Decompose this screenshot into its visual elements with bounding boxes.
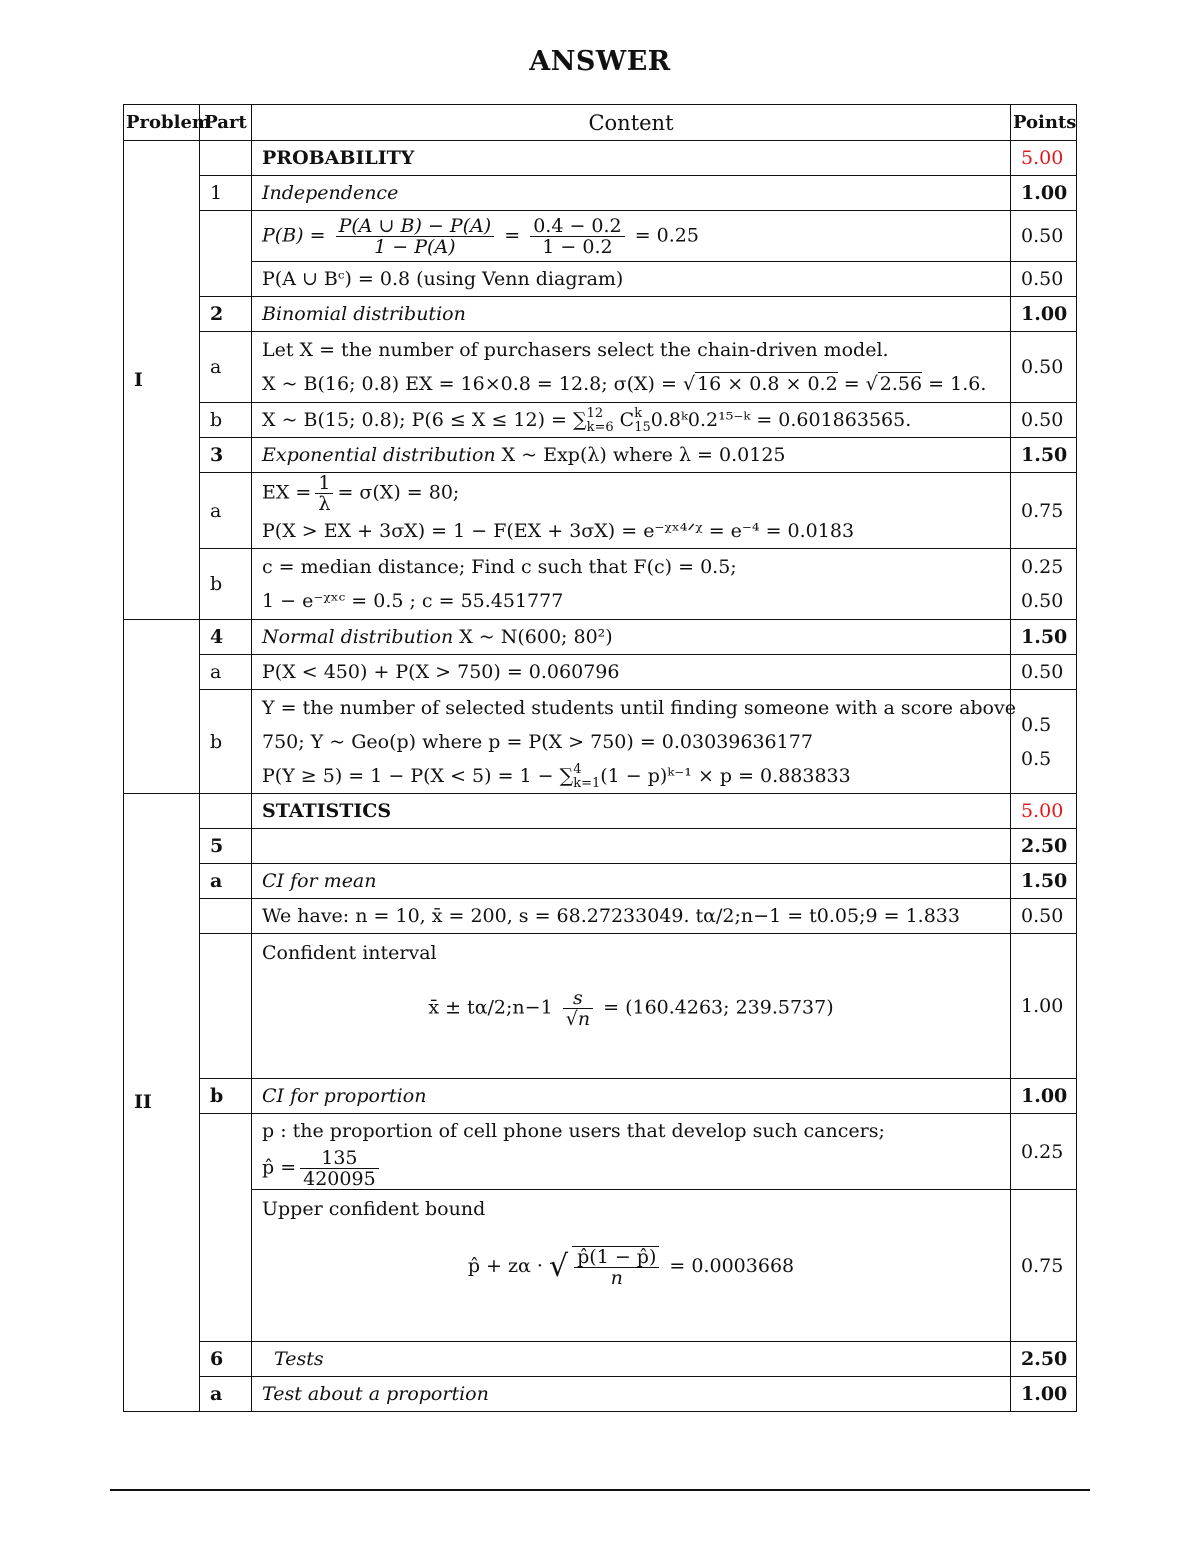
part-cell: b — [200, 403, 252, 438]
topic-title: Test about a proportion — [252, 1377, 1011, 1412]
points-value: 0.25 — [1021, 556, 1064, 578]
points-cell: 1.50 — [1011, 864, 1077, 899]
section-points: 5.00 — [1011, 794, 1077, 829]
part-cell: a — [200, 864, 252, 899]
formula-text: X ~ Exp(λ) where λ = 0.0125 — [495, 444, 786, 466]
sum-upper: 4 — [573, 761, 582, 777]
formula-line — [262, 473, 1000, 514]
formula-line — [262, 367, 1000, 401]
fraction-num: 0.4 − 0.2 — [530, 216, 624, 237]
topic-title — [252, 620, 1011, 655]
section-title: STATISTICS — [252, 794, 1011, 829]
fraction — [300, 1148, 379, 1189]
formula-text: = √ — [837, 373, 878, 395]
part-cell — [200, 1114, 252, 1342]
table-row — [124, 549, 1077, 620]
points-cell: 1.00 — [1011, 934, 1077, 1079]
part-cell: 1 — [200, 176, 252, 211]
sum-limits — [587, 407, 614, 435]
part-cell — [200, 794, 252, 829]
formula-text: EX = — [262, 481, 312, 504]
part-cell: 4 — [200, 620, 252, 655]
fraction-den: λ — [318, 493, 331, 515]
table-row — [124, 1342, 1077, 1377]
points-cell: 0.50 — [1011, 211, 1077, 262]
topic-title: CI for proportion — [252, 1079, 1011, 1114]
part-cell: 5 — [200, 829, 252, 864]
formula-cell — [252, 473, 1011, 549]
table-row — [124, 297, 1077, 332]
points-cell: 2.50 — [1011, 1342, 1077, 1377]
fraction-den: 1 − P(A) — [374, 235, 456, 258]
part-cell — [200, 934, 252, 1079]
table-row — [124, 655, 1077, 690]
table-row — [124, 332, 1077, 403]
header-problem: Problem — [124, 105, 200, 141]
comb-upper: k — [634, 406, 643, 421]
table-row — [124, 934, 1077, 1079]
formula-text: = 0.0003668 — [669, 1255, 795, 1277]
points-cell — [1011, 549, 1077, 620]
formula-text: = (160.4263; 239.5737) — [603, 996, 834, 1019]
points-cell: 1.00 — [1011, 1377, 1077, 1412]
formula-text: p̂ + zα · — [467, 1255, 543, 1277]
section-points: 5.00 — [1011, 141, 1077, 176]
footer-rule — [110, 1489, 1090, 1491]
part-cell: 2 — [200, 297, 252, 332]
formula-line: Let X = the number of purchasers select the chain-driven model. — [262, 339, 889, 361]
table-row — [124, 403, 1077, 438]
fraction — [336, 216, 495, 257]
formula-line: Y = the number of selected students until finding someone with a score above — [262, 696, 1016, 719]
fraction-den: n — [610, 1267, 623, 1289]
sum-limits — [573, 763, 600, 791]
sqrt-body: 2.56 — [879, 373, 923, 395]
part-cell — [200, 141, 252, 176]
fraction-num: s — [563, 988, 593, 1009]
fraction-den: 1 − 0.2 — [542, 235, 613, 258]
formula-cell — [252, 1114, 1011, 1190]
formula-text: (1 − p)ᵏ⁻¹ × p = 0.883833 — [600, 764, 851, 787]
table-row — [124, 1114, 1077, 1190]
formula-text: = 1.6. — [922, 373, 987, 395]
formula-text: p̂ = — [262, 1156, 297, 1179]
formula-text: 0.8ᵏ0.2¹⁵⁻ᵏ = 0.601863565. — [650, 409, 912, 431]
fraction-num: 135 — [300, 1148, 379, 1169]
formula-cell: We have: n = 10, x̄ = 200, s = 68.27233049. tα/2;n−1 = t0.05;9 = 1.833 — [252, 899, 1011, 934]
formula-text: P(Y ≥ 5) = 1 − P(X < 5) = 1 − ∑ — [262, 764, 574, 787]
part-cell: b — [200, 690, 252, 794]
table-row — [124, 829, 1077, 864]
formula-line: P(X > EX + 3σX) = 1 − F(EX + 3σX) = e⁻ᵡˣ⁴ᐟᵡ = e⁻⁴ = 0.0183 — [262, 520, 855, 542]
topic-title: Tests — [252, 1342, 1011, 1377]
problem-label: II — [124, 794, 200, 1412]
formula-line: 750; Y ~ Geo(p) where p = P(X > 750) = 0.03039636177 — [262, 730, 813, 753]
header-part: Part — [200, 105, 252, 141]
formula-cell: P(X < 450) + P(X > 750) = 0.060796 — [252, 655, 1011, 690]
table-row — [124, 1190, 1077, 1342]
formula-text: = — [504, 224, 521, 246]
display-formula — [262, 988, 1000, 1029]
comb-lower: 15 — [634, 420, 651, 435]
part-cell — [200, 211, 252, 297]
table-row — [124, 438, 1077, 473]
formula-cell — [252, 332, 1011, 403]
page-title: ANSWER — [529, 46, 671, 77]
part-cell — [200, 899, 252, 934]
formula-text: X ~ B(15; 0.8); P(6 ≤ X ≤ 12) = ∑ — [262, 409, 587, 431]
display-formula — [262, 1246, 1000, 1288]
header-points: Points — [1011, 105, 1077, 141]
formula-line — [262, 759, 1000, 793]
points-cell: 1.00 — [1011, 297, 1077, 332]
part-cell: a — [200, 473, 252, 549]
table-row — [124, 620, 1077, 655]
formula-cell — [252, 403, 1011, 438]
points-value: 0.5 — [1021, 747, 1052, 770]
part-cell: b — [200, 1079, 252, 1114]
points-cell: 0.50 — [1011, 332, 1077, 403]
formula-line: Upper confident bound — [262, 1198, 486, 1220]
formula-text: = 0.25 — [634, 224, 699, 246]
table-row — [124, 1079, 1077, 1114]
part-cell: b — [200, 549, 252, 620]
fraction — [530, 216, 624, 257]
formula-line: Confident interval — [262, 942, 437, 964]
topic-name: Exponential distribution — [262, 444, 496, 466]
table-header-row — [124, 105, 1077, 141]
table-row — [124, 690, 1077, 794]
points-cell: 0.75 — [1011, 473, 1077, 549]
points-cell: 0.75 — [1011, 1190, 1077, 1342]
points-cell: 1.00 — [1011, 176, 1077, 211]
points-cell: 0.50 — [1011, 262, 1077, 297]
points-cell: 0.50 — [1011, 899, 1077, 934]
formula-text: X ~ N(600; 80²) — [453, 626, 613, 648]
table-row — [124, 176, 1077, 211]
points-cell: 0.50 — [1011, 655, 1077, 690]
fraction-num: p̂(1 − p̂) — [574, 1247, 659, 1268]
table-row — [124, 211, 1077, 262]
fraction-den: √n — [565, 1008, 591, 1030]
formula-text: = σ(X) = 80; — [337, 481, 460, 504]
part-cell: a — [200, 332, 252, 403]
table-row — [124, 794, 1077, 829]
table-row — [124, 1377, 1077, 1412]
problem-label — [124, 620, 200, 794]
table-row — [124, 864, 1077, 899]
topic-title: Binomial distribution — [252, 297, 1011, 332]
formula-text: X ~ B(16; 0.8) EX = 16×0.8 = 12.8; σ(X) = √ — [262, 373, 696, 395]
points-cell: 0.25 — [1011, 1114, 1077, 1190]
comb-limits — [634, 407, 651, 435]
formula-line: 1 − e⁻ᵡˣᶜ = 0.5 ; c = 55.451777 — [262, 590, 564, 612]
formula-text: P(B) = — [262, 224, 326, 246]
topic-title — [252, 438, 1011, 473]
fraction — [315, 473, 333, 514]
points-value: 0.5 — [1021, 713, 1052, 736]
points-cell: 1.00 — [1011, 1079, 1077, 1114]
topic-title: CI for mean — [252, 864, 1011, 899]
header-content: Content — [252, 105, 1011, 141]
formula-cell — [252, 934, 1011, 1079]
sum-lower: k=1 — [573, 775, 601, 791]
fraction — [563, 988, 593, 1029]
content-cell — [252, 829, 1011, 864]
formula-line — [262, 1148, 1000, 1189]
points-cell: 0.50 — [1011, 403, 1077, 438]
part-cell: a — [200, 1377, 252, 1412]
table-row — [124, 262, 1077, 297]
points-cell — [1011, 690, 1077, 794]
fraction-num: 1 — [315, 473, 333, 494]
fraction-den: 420095 — [303, 1168, 376, 1190]
fraction — [572, 1246, 659, 1288]
table-row — [124, 473, 1077, 549]
table-row — [124, 141, 1077, 176]
points-cell: 1.50 — [1011, 438, 1077, 473]
part-cell: 3 — [200, 438, 252, 473]
formula-cell — [252, 1190, 1011, 1342]
part-cell: 6 — [200, 1342, 252, 1377]
points-cell: 1.50 — [1011, 620, 1077, 655]
points-cell: 2.50 — [1011, 829, 1077, 864]
problem-label: I — [124, 141, 200, 620]
topic-title: Independence — [252, 176, 1011, 211]
formula-cell — [252, 211, 1011, 262]
formula-text: x̄ ± tα/2;n−1 — [428, 996, 553, 1019]
formula-cell — [252, 549, 1011, 620]
section-title: PROBABILITY — [252, 141, 1011, 176]
points-value: 0.50 — [1021, 590, 1064, 612]
part-cell: a — [200, 655, 252, 690]
sqrt-radical: √ — [549, 1249, 569, 1284]
formula-cell — [252, 690, 1016, 794]
answer-table — [123, 104, 1077, 1412]
formula-line: c = median distance; Find c such that F(c) = 0.5; — [262, 556, 737, 578]
table-row — [124, 899, 1077, 934]
formula-text: C — [613, 409, 635, 431]
sum-lower: k=6 — [586, 420, 614, 435]
topic-name: Normal distribution — [262, 626, 454, 648]
sum-upper: 12 — [586, 406, 604, 421]
formula-cell: P(A ∪ Bᶜ) = 0.8 (using Venn diagram) — [252, 262, 1011, 297]
formula-line: p : the proportion of cell phone users that develop such cancers; — [262, 1120, 885, 1142]
sqrt-body: 16 × 0.8 × 0.2 — [697, 373, 838, 395]
fraction-num: P(A ∪ B) − P(A) — [336, 216, 495, 237]
